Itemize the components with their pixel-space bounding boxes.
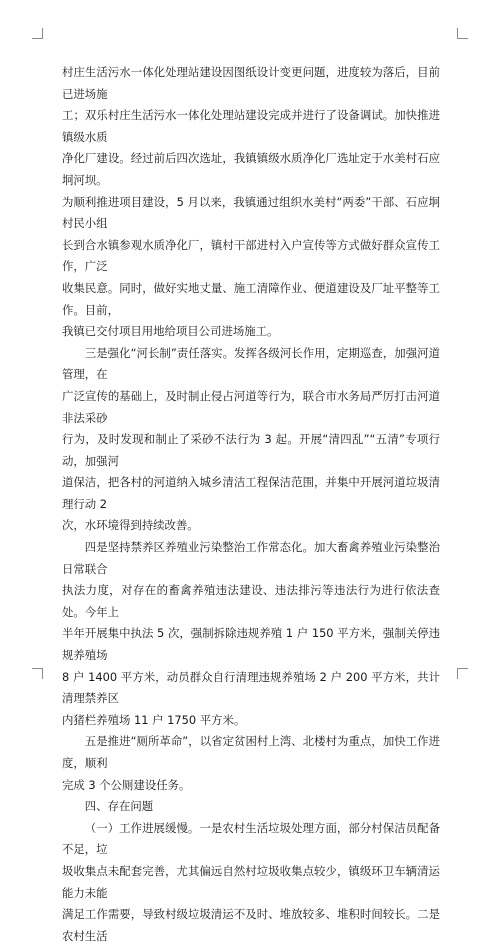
paragraph-river-chief-system [62,343,440,537]
crop-mark-bottom-right [457,668,468,679]
text-line: 五是推进“厕所革命”，以省定贫困村上湾、北楼村为重点，加快工作进度，顺利 [62,734,440,770]
text-line: 完成 3 个公厕建设任务。 [62,777,191,792]
text-line: 行为，及时发现和制止了采砂不法行为 3 起。开展“清四乱”“五清”专项行动，加强河 [62,432,440,468]
document-body [62,62,440,947]
text-line: 工；双乐村庄生活污水一体化处理站建设完成并进行了设备调试。加快推进镇级水质 [62,108,440,144]
paragraph-slow-progress [62,818,440,947]
text-line: 四是坚持禁养区养殖业污染整治工作常态化。加大畜禽养殖业污染整治日常联合 [62,540,440,576]
text-line: 满足工作需要，导致村级垃圾清运不及时、堆放较多、堆积时间较长。二是农村生活 [62,907,440,943]
text-line: 三是强化“河长制”责任落实。发挥各级河长作用，定期巡查，加强河道管理，在 [62,345,440,382]
text-line: 收集民意。同时，做好实地丈量、施工清障作业、便道建设及厂址平整等工作。目前， [62,280,440,317]
crop-mark-bottom-left [32,668,43,679]
text-line: 为顺利推进项目建设，5 月以来，我镇通过组织水美村“两委”干部、石应坰村民小组 [62,194,440,231]
crop-mark-top-left [32,28,43,39]
text-line: 广泛宣传的基础上，及时制止侵占河道等行为，联合市水务局严厉打击河道非法采砂 [62,388,440,425]
crop-mark-top-right [457,28,468,39]
text-line: 次，水环境得到持续改善。 [62,518,199,533]
paragraph-toilet-revolution [62,731,440,796]
text-line: 我镇已交付项目用地给项目公司进场施工。 [62,324,279,339]
text-line: 四、存在问题 [84,799,154,814]
text-line: （一）工作进展缓慢。一是农村生活垃圾处理方面，部分村保洁员配备不足，垃 [62,820,440,857]
paragraph-sewage-projects [62,62,440,343]
text-line: 8 户 1400 平方米，动员群众自行清理违规养殖场 2 户 200 平方米，共计清理禁养区 [62,669,440,706]
text-line: 半年开展集中执法 5 次，强制拆除违规养殖 1 户 150 平方米，强制关停违规养殖场 [62,626,440,663]
paragraph-livestock-pollution [62,537,440,731]
text-line: 内猪栏养殖场 11 户 1750 平方米。 [62,712,246,727]
text-line: 执法力度，对存在的畜禽养殖违法建设、违法排污等违法行为进行依法查处。今年上 [62,583,440,619]
text-line: 长到合水镇参观水质净化厂，镇村干部进村入户宣传等方式做好群众宣传工作，广泛 [62,237,440,274]
section-heading-problems [62,796,440,818]
text-line: 村庄生活污水一体化处理站建设因图纸设计变更问题，进度较为落后，目前已进场施 [62,65,440,101]
text-line: 道保洁，把各村的河道纳入城乡清洁工程保洁范围，并集中开展河道垃圾清理行动 2 [62,475,440,511]
text-line: 净化厂建设。经过前后四次选址，我镇镇级水质净化厂选址定于水美村石应坰河坝。 [62,151,440,187]
text-line: 圾收集点未配套完善，尤其偏远自然村垃圾收集点较少，镇级环卫车辆清运能力未能 [62,863,440,900]
